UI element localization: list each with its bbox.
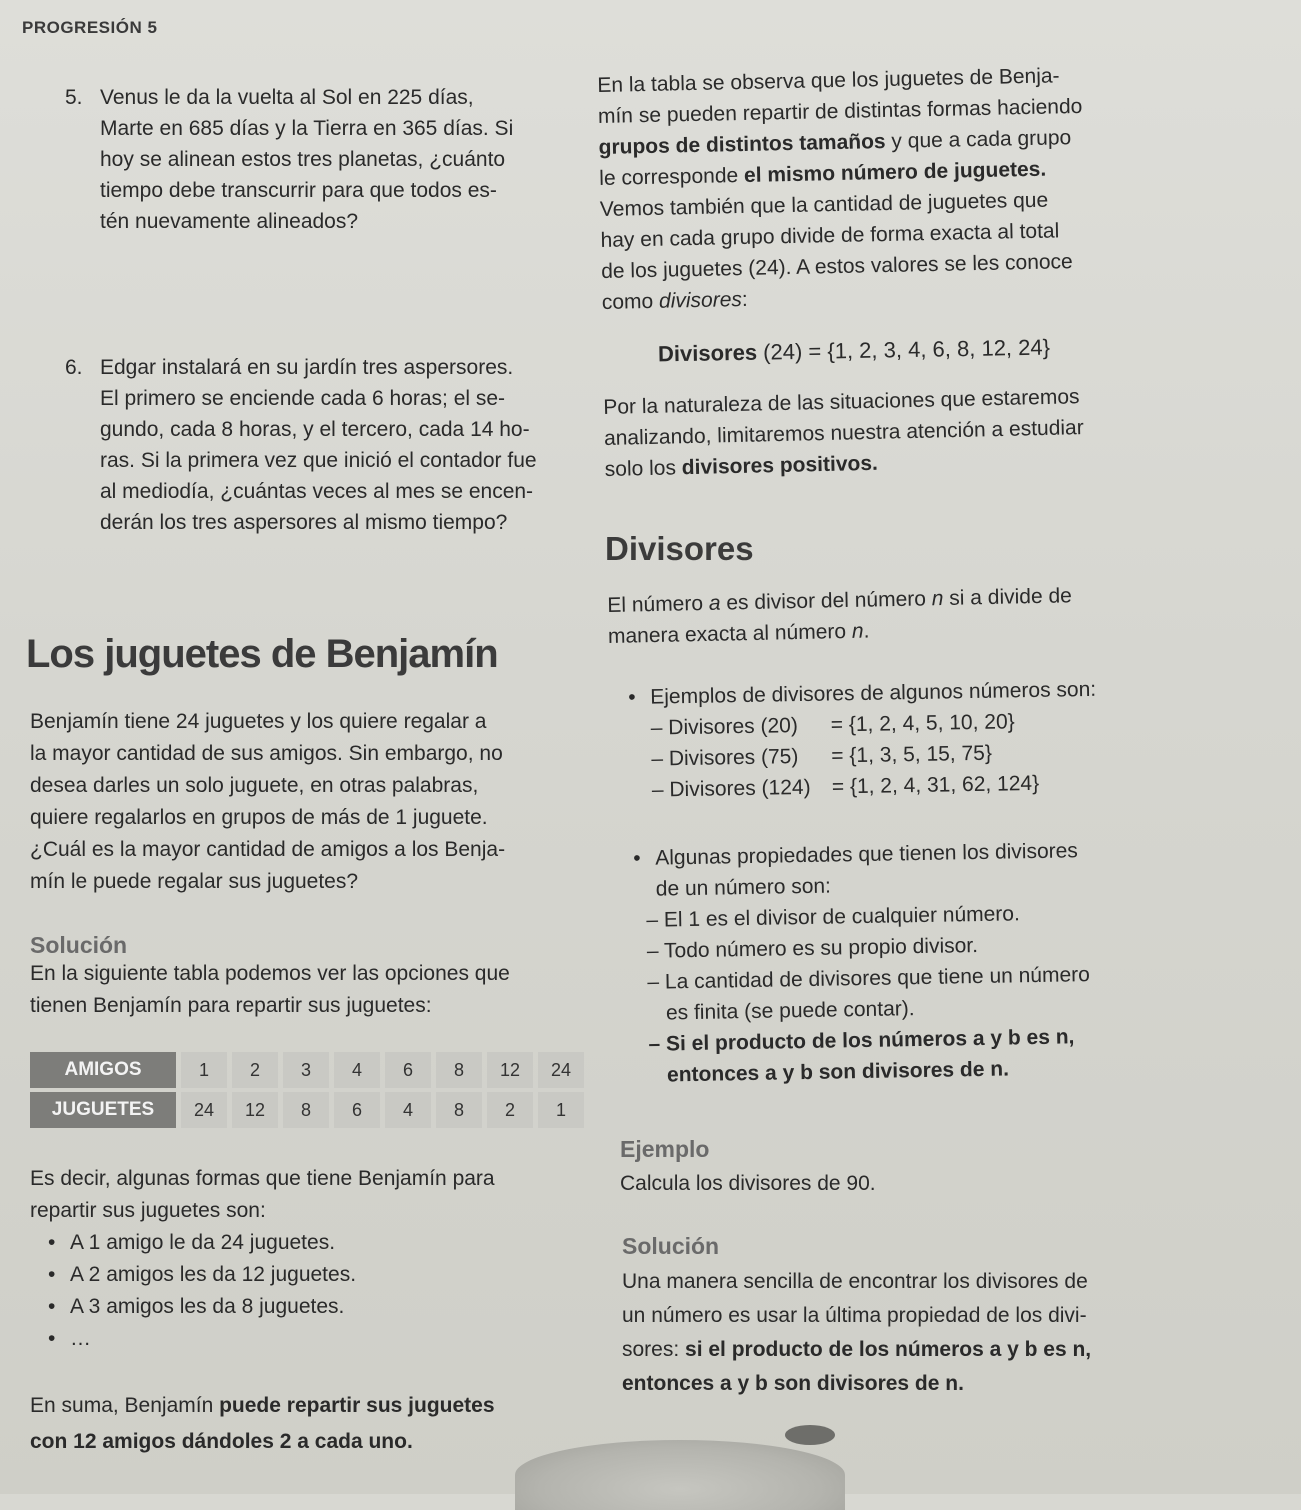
solucion-left-text <box>30 958 590 1022</box>
problem-5-line: tiempo debe transcurrir para que todos es- <box>100 179 497 202</box>
definition-text: si a divide de <box>943 584 1073 610</box>
table-cell: 8 <box>436 1092 482 1128</box>
example-set: = {1, 2, 4, 5, 10, 20} <box>830 710 1015 737</box>
page-header: PROGRESIÓN 5 <box>22 18 158 37</box>
definition-text: . <box>863 619 870 643</box>
toy-illustration <box>515 1440 845 1510</box>
es-decir-line: repartir sus juguetes son: <box>30 1199 266 1222</box>
table-cell: 2 <box>232 1052 278 1088</box>
divisores-24-label: Divisores <box>657 339 758 367</box>
table-cell: 4 <box>385 1092 431 1128</box>
property-item: – Si el producto de los números a y b es n, <box>648 1025 1075 1056</box>
table-header-juguetes: JUGUETES <box>30 1092 176 1128</box>
problem-6-line: al mediodía, ¿cuántas veces al mes se encen- <box>100 480 534 503</box>
examples-intro: • Ejemplos de divisores de algunos números son: <box>610 672 1208 713</box>
intro-paragraph <box>597 58 1172 318</box>
list-item: • A 3 amigos les da 8 juguetes. <box>30 1291 600 1323</box>
solucion-text: sores: <box>622 1338 686 1361</box>
en-suma-bold: puede repartir sus juguetes <box>219 1394 495 1417</box>
problem-5-line: tén nuevamente alineados? <box>100 210 359 233</box>
example-label: – Divisores (75) <box>651 745 799 771</box>
list-item: • A 2 amigos les da 12 juguetes. <box>30 1259 600 1291</box>
solucion-left-line: En la siguiente tabla podemos ver las opciones que <box>30 962 510 985</box>
list-item: • A 1 amigo le da 24 juguetes. <box>30 1227 600 1259</box>
benjamin-problem <box>30 706 590 898</box>
en-suma-bold: con 12 amigos dándoles 2 a cada uno. <box>30 1430 413 1453</box>
table-row <box>30 1052 590 1088</box>
benjamin-line: Benjamín tiene 24 juguetes y los quiere regalar a <box>30 710 487 733</box>
example-set: = {1, 2, 4, 31, 62, 124} <box>831 771 1040 799</box>
problem-5-number: 5. <box>65 86 83 109</box>
table-cell: 12 <box>487 1052 533 1088</box>
definition <box>607 578 1178 652</box>
solucion-line <box>622 1367 1222 1401</box>
table-cell: 8 <box>436 1052 482 1088</box>
divisores-24-set: (24) = {1, 2, 3, 4, 6, 8, 12, 24} <box>756 334 1051 365</box>
table-cell: 1 <box>181 1052 227 1088</box>
intro-italic: divisores <box>658 288 743 313</box>
definition-var-n: n <box>851 619 864 643</box>
en-suma-block <box>30 1388 610 1460</box>
intro-line: hay en cada grupo divide de forma exacta al total <box>600 219 1060 252</box>
properties-block <box>633 833 1217 1091</box>
intro-line: de los juguetes (24). A estos valores se les conoce <box>600 250 1073 283</box>
problem-6-line: ras. Si la primera vez que inició el contador fue <box>100 449 537 472</box>
solucion-line: Una manera sencilla de encontrar los divisores de <box>622 1270 1088 1293</box>
table-cell: 24 <box>538 1052 584 1088</box>
intro-text: y que a cada grupo <box>885 126 1072 153</box>
solucion-left-line: tienen Benjamín para repartir sus juguetes: <box>30 994 432 1017</box>
ways-list <box>30 1227 600 1355</box>
properties-intro: • Algunas propiedades que tienen los divisores <box>615 833 1213 874</box>
en-suma-text: En suma, Benjamín <box>30 1394 220 1417</box>
problem-6-line: gundo, cada 8 horas, y el tercero, cada 14 ho- <box>100 418 530 441</box>
problem-6 <box>65 352 590 538</box>
problem-6-line: Edgar instalará en su jardín tres aspersores. <box>100 356 514 379</box>
ejemplo-text: Calcula los divisores de 90. <box>620 1172 876 1195</box>
benjamin-line: la mayor cantidad de sus amigos. Sin embargo, no <box>30 742 503 765</box>
es-decir-line: Es decir, algunas formas que tiene Benjamín para <box>30 1167 495 1190</box>
benjamin-title: Los juguetes de Benjamín <box>26 632 498 676</box>
table-cell: 12 <box>232 1092 278 1128</box>
example-label: – Divisores (20) <box>650 714 799 740</box>
problem-5-line: Venus le da la vuelta al Sol en 225 días, <box>100 86 474 109</box>
problem-6-line: derán los tres aspersores al mismo tiempo? <box>100 511 508 534</box>
table-cell: 2 <box>487 1092 533 1128</box>
table-cell: 24 <box>181 1092 227 1128</box>
intro-text: como <box>601 289 660 314</box>
intro-line: Vemos también que la cantidad de juguetes que <box>599 188 1049 221</box>
example-label: – Divisores (124) <box>651 775 811 802</box>
definition-var-a: a <box>708 591 721 615</box>
table-cell: 3 <box>283 1052 329 1088</box>
ejemplo-heading: Ejemplo <box>620 1136 710 1162</box>
solucion-right-heading: Solución <box>622 1233 720 1259</box>
benjamin-line: ¿Cuál es la mayor cantidad de amigos a los Benja- <box>30 838 506 861</box>
definition-text: manera exacta al número <box>607 619 853 648</box>
problem-6-number: 6. <box>65 356 83 379</box>
table-row <box>30 1092 590 1128</box>
amigos-juguetes-table <box>30 1052 590 1132</box>
toy-illustration-top <box>785 1425 835 1445</box>
table-cell: 1 <box>538 1092 584 1128</box>
intro-line: mín se pueden repartir de distintas formas haciendo <box>597 94 1083 128</box>
es-decir-block <box>30 1163 600 1355</box>
definition-text: es divisor del número <box>720 587 932 615</box>
solucion-bold: si el producto de los números a y b es n, <box>685 1338 1092 1361</box>
problem-5-line: hoy se alinean estos tres planetas, ¿cuánto <box>100 148 506 171</box>
nature-line: analizando, limitaremos nuestra atención a estudiar <box>603 416 1084 450</box>
table-cell: 4 <box>334 1052 380 1088</box>
en-suma-line <box>30 1388 610 1424</box>
solucion-line: un número es usar la última propiedad de los divi- <box>622 1304 1087 1327</box>
nature-paragraph <box>603 379 1175 485</box>
example-set: = {1, 3, 5, 15, 75} <box>831 741 993 768</box>
intro-bold: grupos de distintos tamaños <box>598 129 886 159</box>
intro-bold: el mismo número de juguetes. <box>743 157 1047 187</box>
property-item: entonces a y b son divisores de n. <box>666 1057 1010 1087</box>
definition-var-n: n <box>931 586 944 611</box>
property-item: – La cantidad de divisores que tiene un número <box>647 963 1091 994</box>
property-item: es finita (se puede contar). <box>665 997 915 1025</box>
list-item: • … <box>30 1323 600 1355</box>
nature-line: Por la naturaleza de las situaciones que estaremos <box>603 385 1080 419</box>
intro-text: le corresponde <box>599 163 745 190</box>
table-cell: 6 <box>385 1052 431 1088</box>
benjamin-line: quiere regalarlos en grupos de más de 1 juguete. <box>30 806 488 829</box>
nature-text: solo los <box>604 456 683 481</box>
problem-5 <box>65 82 580 237</box>
table-cell: 8 <box>283 1092 329 1128</box>
examples-block <box>628 672 1210 806</box>
en-suma-line <box>30 1424 610 1460</box>
divisores-heading: Divisores <box>605 530 754 567</box>
benjamin-line: mín le puede regalar sus juguetes? <box>30 870 359 893</box>
intro-text: : <box>741 287 748 312</box>
nature-bold: divisores positivos. <box>681 451 879 480</box>
intro-line: En la tabla se observa que los juguetes de Benja- <box>597 64 1060 97</box>
table-header-amigos: AMIGOS <box>30 1052 176 1088</box>
properties-intro: de un número son: <box>655 874 832 901</box>
property-item: – Todo número es su propio divisor. <box>646 933 979 963</box>
definition-text: El número <box>607 591 710 617</box>
solucion-bold: entonces a y b son divisores de n. <box>622 1372 964 1395</box>
solucion-line <box>622 1333 1222 1367</box>
solucion-left-heading: Solución <box>30 932 128 958</box>
problem-6-line: El primero se enciende cada 6 horas; el se- <box>100 387 506 410</box>
property-item: – El 1 es el divisor de cualquier número. <box>646 902 1021 932</box>
solucion-right-text <box>622 1265 1222 1401</box>
table-cell: 6 <box>334 1092 380 1128</box>
examples-items <box>629 703 1211 806</box>
benjamin-line: desea darles un solo juguete, en otras palabras, <box>30 774 479 797</box>
problem-5-line: Marte en 685 días y la Tierra en 365 días. Si <box>100 117 514 140</box>
